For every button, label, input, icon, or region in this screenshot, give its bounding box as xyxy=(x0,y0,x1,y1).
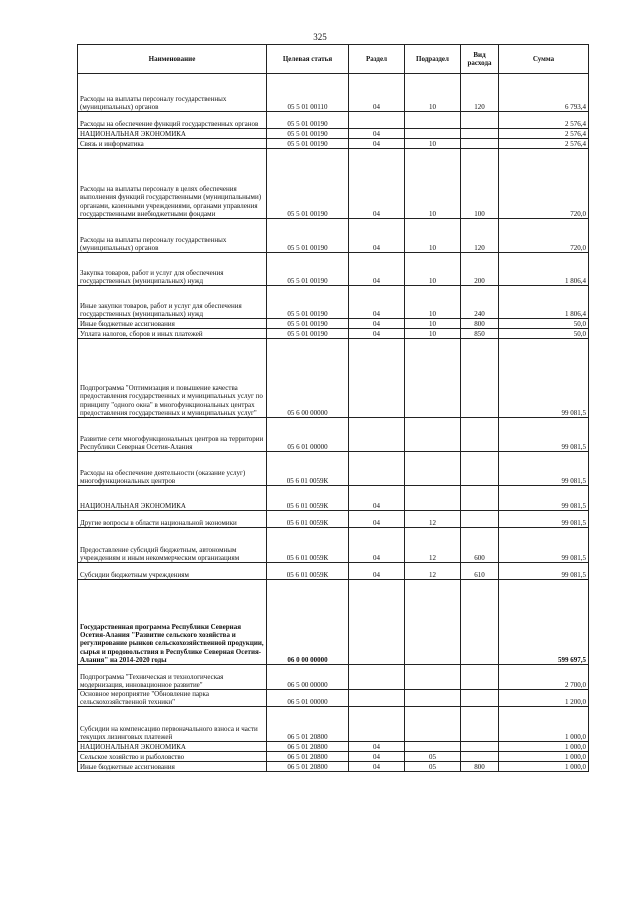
table-row xyxy=(78,690,589,707)
cell-subsection xyxy=(405,112,461,129)
cell-code: 06 5 01 00000 xyxy=(267,690,349,707)
table-row xyxy=(78,139,589,149)
cell-type xyxy=(461,139,499,149)
cell-code: 05 6 01 0059К xyxy=(267,563,349,580)
cell-subsection: 12 xyxy=(405,563,461,580)
table-row xyxy=(78,129,589,139)
cell-subsection xyxy=(405,690,461,707)
cell-name: Подпрограмма "Оптимизация и повышение качества предоставления государственных и муниципальных услуг по принципу "одного окна" в многофункциональных центрах предоставления государственных и муниципальных услуг" xyxy=(78,339,267,418)
cell-name: Субсидии бюджетным учреждениям xyxy=(78,563,267,580)
cell-code: 05 6 01 00000 xyxy=(267,418,349,452)
cell-section: 04 xyxy=(349,149,405,219)
cell-section: 04 xyxy=(349,752,405,762)
table-row xyxy=(78,762,589,772)
cell-type: 800 xyxy=(461,319,499,329)
cell-sum: 6 793,4 xyxy=(499,74,589,112)
cell-code: 05 5 01 00190 xyxy=(267,219,349,253)
cell-code: 05 6 00 00000 xyxy=(267,339,349,418)
cell-section: 04 xyxy=(349,253,405,286)
cell-subsection: 10 xyxy=(405,286,461,319)
cell-name: Иные бюджетные ассигнования xyxy=(78,762,267,772)
cell-code: 06 5 01 20800 xyxy=(267,707,349,742)
cell-sum: 1 200,0 xyxy=(499,690,589,707)
table-row xyxy=(78,665,589,690)
cell-section: 04 xyxy=(349,319,405,329)
cell-subsection: 10 xyxy=(405,219,461,253)
table-row xyxy=(78,112,589,129)
cell-type xyxy=(461,511,499,528)
table-row xyxy=(78,149,589,219)
cell-type: 100 xyxy=(461,149,499,219)
cell-sum: 1 000,0 xyxy=(499,752,589,762)
table-row xyxy=(78,286,589,319)
cell-type: 120 xyxy=(461,219,499,253)
cell-code: 05 5 01 00190 xyxy=(267,253,349,286)
cell-name: НАЦИОНАЛЬНАЯ ЭКОНОМИКА xyxy=(78,486,267,511)
cell-type: 850 xyxy=(461,329,499,339)
cell-type: 240 xyxy=(461,286,499,319)
budget-table xyxy=(77,44,589,772)
cell-type xyxy=(461,452,499,486)
cell-code: 05 6 01 0059К xyxy=(267,511,349,528)
cell-sum: 99 081,5 xyxy=(499,528,589,563)
cell-subsection xyxy=(405,418,461,452)
table-header-row xyxy=(78,45,589,74)
cell-code: 06 5 01 20800 xyxy=(267,742,349,752)
cell-name: Государственная программа Республики Северная Осетия-Алания "Развитие сельского хозяйства и регулирование рынков сельскохозяйственной продукции, сырья и продовольствия в Республике Северная Осетия-Алания" на 2014-2020 годы xyxy=(78,580,267,665)
cell-section: 04 xyxy=(349,129,405,139)
cell-name: Сельское хозяйство и рыболовство xyxy=(78,752,267,762)
cell-section: 04 xyxy=(349,563,405,580)
cell-section: 04 xyxy=(349,139,405,149)
cell-subsection xyxy=(405,707,461,742)
cell-type xyxy=(461,418,499,452)
cell-section xyxy=(349,665,405,690)
cell-sum: 1 000,0 xyxy=(499,707,589,742)
cell-sum: 1 000,0 xyxy=(499,742,589,752)
cell-section xyxy=(349,418,405,452)
header-type: Вид расхода xyxy=(461,45,499,74)
table-row xyxy=(78,707,589,742)
table-row xyxy=(78,418,589,452)
cell-sum: 50,0 xyxy=(499,319,589,329)
cell-name: Предоставление субсидий бюджетным, автономным учреждениям и иным некоммерческим организациям xyxy=(78,528,267,563)
cell-type xyxy=(461,742,499,752)
cell-name: Связь и информатика xyxy=(78,139,267,149)
table-row xyxy=(78,253,589,286)
cell-type xyxy=(461,690,499,707)
cell-sum: 99 081,5 xyxy=(499,563,589,580)
cell-subsection: 10 xyxy=(405,139,461,149)
cell-section: 04 xyxy=(349,329,405,339)
header-section: Раздел xyxy=(349,45,405,74)
cell-section: 04 xyxy=(349,528,405,563)
cell-name: Иные бюджетные ассигнования xyxy=(78,319,267,329)
cell-section xyxy=(349,580,405,665)
cell-code: 06 5 01 20800 xyxy=(267,752,349,762)
cell-name: Расходы на выплаты персоналу государственных (муниципальных) органов xyxy=(78,219,267,253)
cell-sum: 2 576,4 xyxy=(499,129,589,139)
page-number: 325 xyxy=(313,32,327,42)
cell-sum: 99 081,5 xyxy=(499,339,589,418)
cell-code: 05 6 01 0059К xyxy=(267,452,349,486)
cell-code: 05 5 01 00190 xyxy=(267,112,349,129)
table-row xyxy=(78,219,589,253)
cell-code: 05 5 01 00190 xyxy=(267,129,349,139)
cell-code: 05 6 01 0059К xyxy=(267,486,349,511)
cell-code: 05 5 01 00190 xyxy=(267,319,349,329)
cell-name: Подпрограмма "Техническая и технологическая модернизация, инновационное развитие" xyxy=(78,665,267,690)
cell-sum: 99 081,5 xyxy=(499,418,589,452)
cell-subsection xyxy=(405,339,461,418)
cell-section xyxy=(349,339,405,418)
cell-name: Расходы на обеспечение функций государственных органов xyxy=(78,112,267,129)
cell-code: 06 5 00 00000 xyxy=(267,665,349,690)
cell-sum: 1 000,0 xyxy=(499,762,589,772)
cell-type xyxy=(461,665,499,690)
cell-section xyxy=(349,452,405,486)
cell-subsection xyxy=(405,580,461,665)
cell-type xyxy=(461,580,499,665)
table-row xyxy=(78,511,589,528)
table-row xyxy=(78,528,589,563)
cell-type xyxy=(461,486,499,511)
table-row xyxy=(78,452,589,486)
cell-subsection xyxy=(405,665,461,690)
cell-sum: 99 081,5 xyxy=(499,452,589,486)
cell-type: 800 xyxy=(461,762,499,772)
table-row xyxy=(78,742,589,752)
cell-section xyxy=(349,112,405,129)
cell-section: 04 xyxy=(349,219,405,253)
cell-sum: 1 806,4 xyxy=(499,286,589,319)
cell-name: Субсидии на компенсацию первоначального взноса и части текущих лизинговых платежей xyxy=(78,707,267,742)
cell-subsection: 10 xyxy=(405,149,461,219)
cell-subsection: 10 xyxy=(405,74,461,112)
table-row xyxy=(78,580,589,665)
cell-code: 06 0 00 00000 xyxy=(267,580,349,665)
cell-type: 610 xyxy=(461,563,499,580)
table-row xyxy=(78,74,589,112)
cell-name: Развитие сети многофункциональных центров на территории Республики Северная Осетия-Алания xyxy=(78,418,267,452)
cell-type xyxy=(461,112,499,129)
cell-sum: 720,0 xyxy=(499,219,589,253)
cell-name: Расходы на выплаты персоналу государственных (муниципальных) органов xyxy=(78,74,267,112)
cell-type xyxy=(461,752,499,762)
cell-sum: 2 700,0 xyxy=(499,665,589,690)
header-name: Наименование xyxy=(78,45,267,74)
cell-subsection xyxy=(405,742,461,752)
cell-type xyxy=(461,339,499,418)
cell-section: 04 xyxy=(349,486,405,511)
cell-type: 200 xyxy=(461,253,499,286)
table-row xyxy=(78,486,589,511)
cell-subsection: 10 xyxy=(405,253,461,286)
cell-code: 05 5 01 00190 xyxy=(267,329,349,339)
table-row xyxy=(78,563,589,580)
cell-sum: 1 806,4 xyxy=(499,253,589,286)
cell-sum: 720,0 xyxy=(499,149,589,219)
cell-section: 04 xyxy=(349,74,405,112)
cell-section: 04 xyxy=(349,511,405,528)
header-sum: Сумма xyxy=(499,45,589,74)
header-subsection: Подраздел xyxy=(405,45,461,74)
cell-sum: 50,0 xyxy=(499,329,589,339)
table-row xyxy=(78,319,589,329)
cell-sum: 2 576,4 xyxy=(499,139,589,149)
cell-subsection: 12 xyxy=(405,528,461,563)
cell-name: Другие вопросы в области национальной экономики xyxy=(78,511,267,528)
cell-subsection xyxy=(405,486,461,511)
cell-code: 06 5 01 20800 xyxy=(267,762,349,772)
cell-type xyxy=(461,129,499,139)
cell-sum: 599 697,5 xyxy=(499,580,589,665)
cell-type: 600 xyxy=(461,528,499,563)
cell-name: Уплата налогов, сборов и иных платежей xyxy=(78,329,267,339)
cell-code: 05 5 01 00190 xyxy=(267,139,349,149)
cell-subsection: 12 xyxy=(405,511,461,528)
cell-name: Расходы на обеспечение деятельности (оказание услуг) многофункциональных центров xyxy=(78,452,267,486)
cell-sum: 99 081,5 xyxy=(499,511,589,528)
cell-code: 05 6 01 0059К xyxy=(267,528,349,563)
cell-name: Расходы на выплаты персоналу в целях обеспечения выполнения функций государственными (муниципальными) органами, казенными учреждениями, органами управления государственными внебюджетными фондами xyxy=(78,149,267,219)
cell-subsection: 10 xyxy=(405,319,461,329)
cell-name: Иные закупки товаров, работ и услуг для обеспечения государственных (муниципальных) нужд xyxy=(78,286,267,319)
cell-name: НАЦИОНАЛЬНАЯ ЭКОНОМИКА xyxy=(78,129,267,139)
cell-subsection xyxy=(405,452,461,486)
cell-name: НАЦИОНАЛЬНАЯ ЭКОНОМИКА xyxy=(78,742,267,752)
cell-subsection: 10 xyxy=(405,329,461,339)
cell-subsection xyxy=(405,129,461,139)
cell-section xyxy=(349,707,405,742)
cell-section xyxy=(349,690,405,707)
header-code: Целевая статья xyxy=(267,45,349,74)
cell-subsection: 05 xyxy=(405,752,461,762)
cell-subsection: 05 xyxy=(405,762,461,772)
cell-sum: 2 576,4 xyxy=(499,112,589,129)
cell-name: Закупка товаров, работ и услуг для обеспечения государственных (муниципальных) нужд xyxy=(78,253,267,286)
cell-name: Основное мероприятие "Обновление парка сельскохозяйственной техники" xyxy=(78,690,267,707)
cell-code: 05 5 01 00110 xyxy=(267,74,349,112)
cell-type xyxy=(461,707,499,742)
table-row xyxy=(78,329,589,339)
cell-sum: 99 081,5 xyxy=(499,486,589,511)
cell-section: 04 xyxy=(349,762,405,772)
cell-section: 04 xyxy=(349,286,405,319)
cell-type: 120 xyxy=(461,74,499,112)
table-row xyxy=(78,752,589,762)
cell-code: 05 5 01 00190 xyxy=(267,286,349,319)
cell-code: 05 5 01 00190 xyxy=(267,149,349,219)
table-row xyxy=(78,339,589,418)
cell-section: 04 xyxy=(349,742,405,752)
